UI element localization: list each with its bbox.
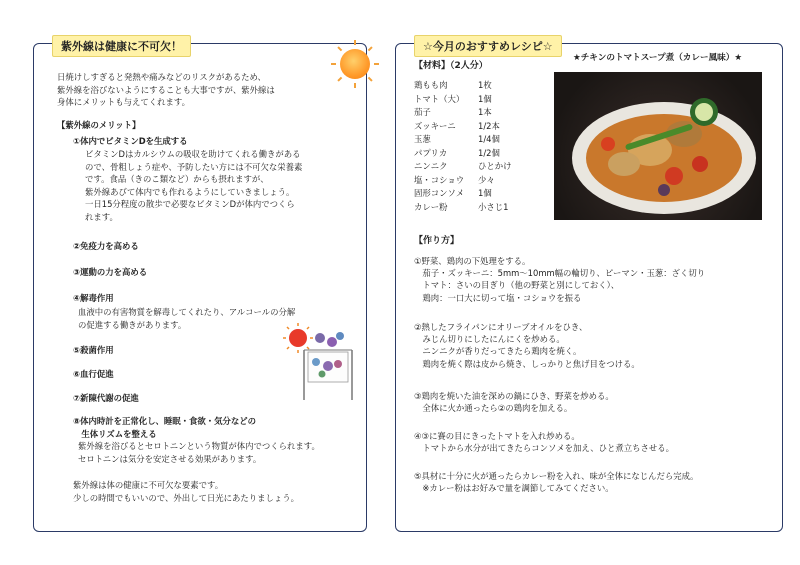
- ingredient-row: トマト（大） 1個: [414, 93, 492, 104]
- benefit-4: ④解毒作用: [73, 293, 114, 303]
- benefit-1-body: ビタミンDはカルシウムの吸収を助けてくれる働きがある ので、骨粗しょう症や、予防したい方には不可欠な栄養素 です。食品（きのこ類など）からも摂れますが、 紫外線あびて体内でも作れるようにしていきましょう。 一日15分程度の散歩で必要なビタミンDが体内でつくら れます。: [85, 149, 303, 222]
- benefit-4-body: 血液中の有害物質を解毒してくれたり、アルコールの分解 の促進する働きがあります。: [78, 307, 296, 330]
- ingredient-row: 固形コンソメ 1個: [414, 188, 492, 198]
- ingredient-row: ニンニク ひとかけ: [414, 161, 512, 171]
- method-heading: 【作り方】: [414, 236, 460, 246]
- closing-text: 紫外線は体の健康に不可欠な要素です。 少しの時間でもいいので、外出して日光にあたりましょう。: [73, 480, 299, 503]
- uv-health-badge: 紫外線は健康に不可欠！: [52, 35, 191, 57]
- sun-ray: [374, 63, 379, 65]
- ingredient-row: 鶏もも肉 1枚: [414, 80, 492, 90]
- ingredient-row: カレー粉 小さじ1: [414, 201, 509, 212]
- sun-ray: [354, 83, 356, 88]
- step-3: ③鶏肉を焼いた油を深めの鍋にひき、野菜を炒める。 全体に火か通ったら②の鶏肉を加える。: [414, 391, 614, 414]
- benefit-5: ⑤殺菌作用: [73, 345, 114, 355]
- recipe-badge: ☆今月のおすすめレシピ☆: [414, 35, 562, 57]
- ingredient-row: 玉葱 1/4個: [414, 134, 500, 144]
- sun-ray: [368, 77, 373, 82]
- benefit-1-heading: ①体内でビタミンDを生成する: [73, 136, 188, 146]
- sun-ray: [354, 40, 356, 45]
- benefit-8-body: 紫外線を浴びるとセロトニンという物質が体内でつくられます。 セロトニンは気分を安定させる効果があります。: [78, 441, 320, 464]
- step-2: ②熱したフライパンにオリーブオイルをひき、 みじん切りにしたにんにくを炒める。 ニンニクが香りだってきたら鶏肉を焼く。 鶏肉を焼く際は皮から焼き、しっかりと焦げ目をつける。: [414, 322, 640, 369]
- sun-ray: [331, 63, 336, 65]
- sun-icon: [340, 49, 370, 79]
- benefit-8: ⑧体内時計を正常化し、睡眠・食欲・気分などの 生体リズムを整える: [73, 416, 256, 439]
- ingredient-row: ズッキーニ 1/2本: [414, 120, 500, 131]
- recipe-title: ★チキンのトマトスープ煮（カレー風味）★: [573, 53, 743, 63]
- ingredient-row: パプリカ 1/2個: [414, 147, 500, 158]
- dish-photo: [554, 72, 762, 220]
- benefit-2: ②免疫力を高める: [73, 241, 139, 251]
- step-4: ④③に賽の目にきったトマトを入れ炒める。 トマトから水分が出てきたらコンソメを加え、ひと煮立ちさせる。: [414, 431, 674, 454]
- small-sun-icon: [283, 323, 313, 353]
- ingredients-heading: 【材料】（2人分）: [414, 61, 488, 71]
- sun-ray: [368, 46, 373, 51]
- intro-text: 日焼けしすぎると発熱や痛みなどのリスクがあるため、 紫外線を浴びないようにすることも大事ですが、紫外線は 身体にメリットも与えてくれます。: [57, 72, 275, 108]
- benefit-3: ③運動の力を高める: [73, 267, 148, 277]
- benefits-title: 【紫外線のメリット】: [57, 120, 141, 130]
- sun-drying-laundry-illustration: [280, 320, 362, 408]
- benefit-6: ⑥血行促進: [73, 369, 114, 379]
- benefit-7: ⑦新陳代謝の促進: [73, 393, 139, 403]
- ingredient-row: 茄子 1本: [414, 107, 492, 117]
- step-5: ⑤具材に十分に火が通ったらカレー粉を入れ、味が全体になじんだら完成。 ※カレー粉はお好みで量を調節してみてください。: [414, 471, 699, 494]
- ingredients-list: [414, 79, 522, 214]
- ingredient-row: 塩・コショウ 少々: [414, 174, 495, 185]
- step-1: ①野菜、鶏肉の下処理をする。 茄子・ズッキーニ：5mm〜10mm幅の輪切り、ピーマン・玉葱：ざく切り トマト：さいの目ぎり（他の野菜と別にしておく）、 鶏肉：一口大に切って塩・コショウを振る: [414, 256, 706, 303]
